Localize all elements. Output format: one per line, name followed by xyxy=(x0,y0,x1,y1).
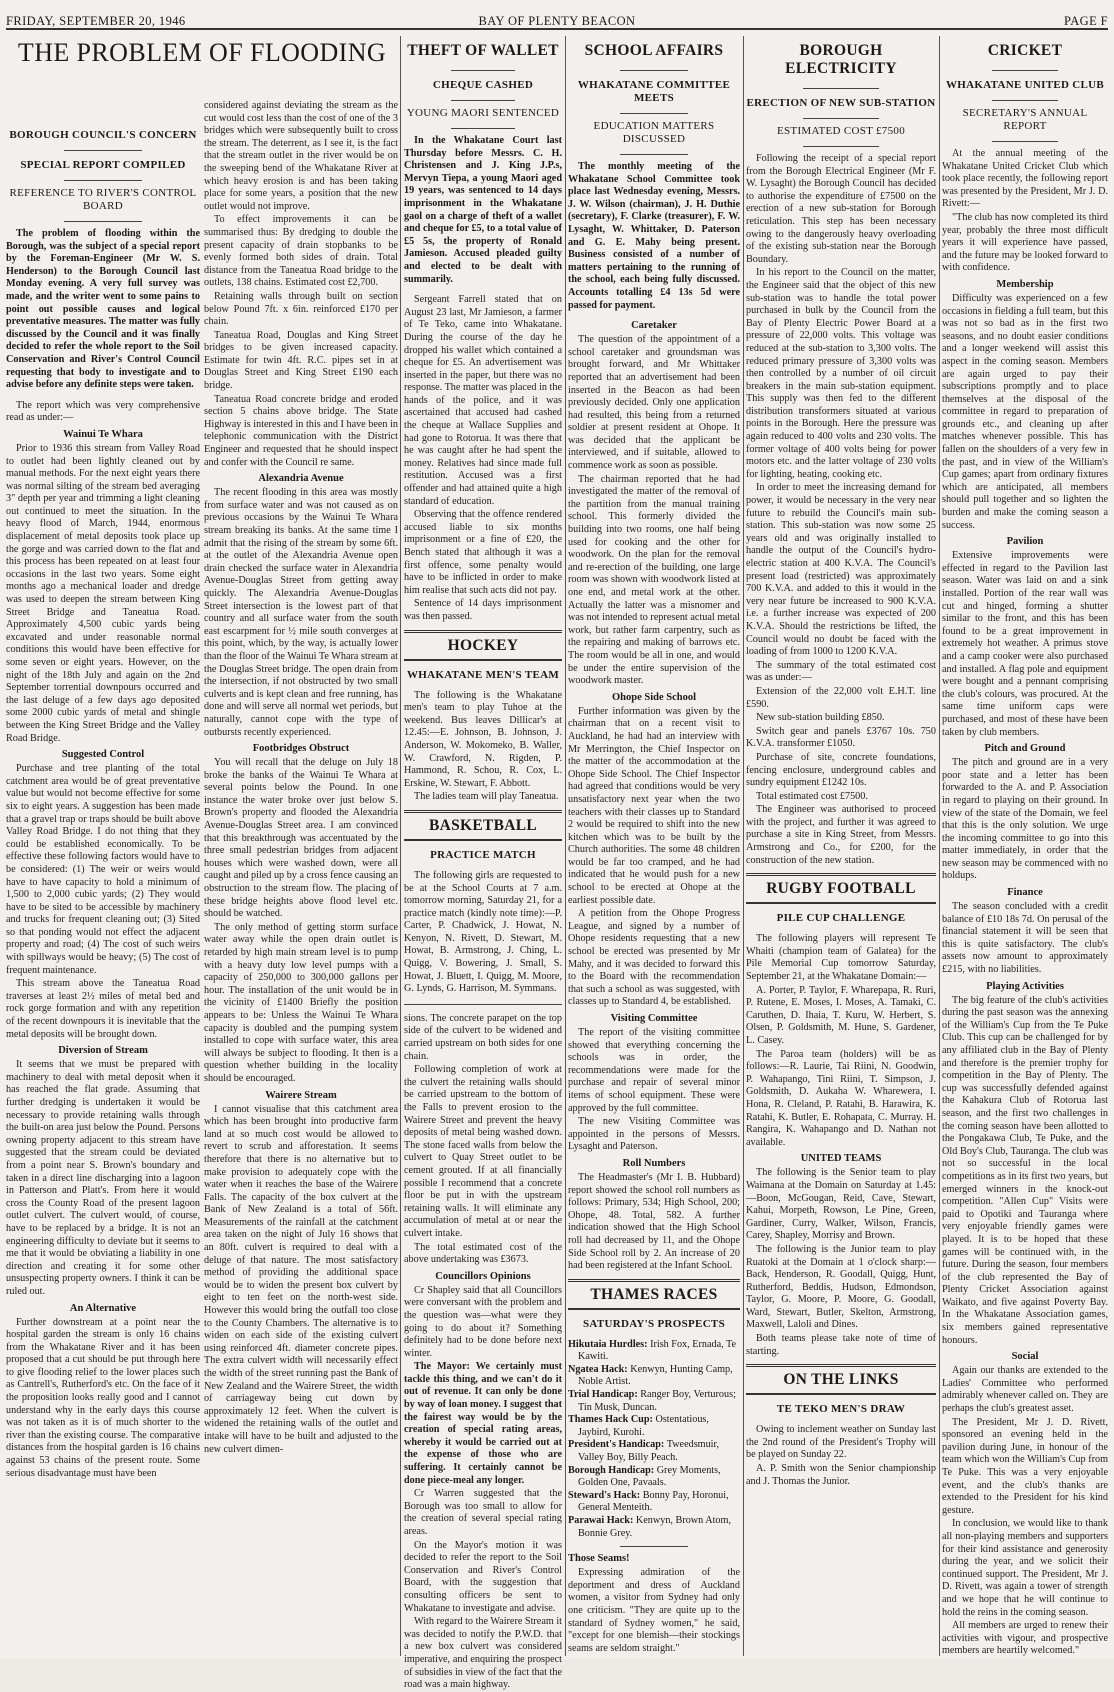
paragraph: The following is the Whakatane men's team to play Tuhoe at the weekend. Bus leaves Dillicar's at 12.45:—E. Johnson, B. Johnson, J. Anderson, W. Mokomeko, B. Waller, W. Crawford, N. Rigden, P. Hammond, R. Schou, R. Cox, L. Erskine, W. Stewart, F. Abbott. xyxy=(404,689,562,789)
divider xyxy=(451,128,514,129)
paragraph: A. P. Smith won the Senior championship and J. Thomas the Junior. xyxy=(746,1463,936,1487)
rugby-sub: PILE CUP CHALLENGE xyxy=(776,912,906,925)
flooding-article xyxy=(6,38,398,1658)
divider xyxy=(404,1004,562,1005)
column-rule xyxy=(743,36,744,1656)
borough-sub1: ERECTION OF NEW SUB-STATION xyxy=(746,97,936,109)
column-2 xyxy=(404,38,562,1691)
paragraph: The following is the Junior team to play Ruatoki at the Domain at 1 o'clock sharp:—Back, Henderson, R. Goodall, Quigg, Hunt, Rutherford, Beddis, Hudson, Edmondson, Taylor, G. Moore, P. Moore, G. Goodall, Ward, Stewart, Butler, Skelton, Armstrong, Maxwell, Laloli and Dines. xyxy=(746,1243,936,1331)
flooding-lead: The problem of flooding within the Borough, was the subject of a special report by the Foreman-Engineer (Mr W. S. Henderson) to the Borough Council last Monday evening. A very full survey was made, and the writer went to some pains to point out possible causes and logical preventative measures. The matter was fully discussed by the Council and it was finally decided to refer the whole report to the Soil Conservation and River's Control Council requesting that body to investigate and to advise before any definite steps were taken. xyxy=(6,228,200,391)
paragraph: Purchase and tree planting of the total catchment area would be of great preventative value but would not become effective for some six to eight years. A suggestion has been made that a gravel trap or traps should be built above Valley Road Bridge. I do not thing that they could be established economically. To be effective these following factors would have to be considered: (1) The weir or weirs would have to have capacity to hold a minimum of 1,500 to 2,000 cubic yards; (2) They would have to be sited to be accessible by machinery and trucks for frequent cleaning out; (3) Sited so that ponding would not effect the adjacent property and road; (4) The cost of such weirs with spillways would be heavy; (5) The cost of frequent maintenance. xyxy=(6,763,200,976)
paragraph: The new Visiting Committee was appointed in the persons of Messrs. Lysaght and Paterson. xyxy=(568,1116,740,1153)
column-rule xyxy=(939,36,940,1656)
divider xyxy=(620,113,689,114)
subhead: Alexandria Avenue xyxy=(258,473,344,485)
list-item: Hikutaia Hurdles: Irish Fox, Ernada, Te Kawiti. xyxy=(568,1338,737,1363)
paragraph: Again our thanks are extended to the Ladies' Committee who performed admirably whenever called on. They are perhaps the club's greatest asset. xyxy=(942,1365,1108,1415)
borough-sub2: ESTIMATED COST £7500 xyxy=(776,125,906,137)
issue-date: FRIDAY, SEPTEMBER 20, 1946 xyxy=(6,14,186,28)
subhead: Membership xyxy=(996,278,1054,290)
paragraph: The Mayor: We certainly must tackle this thing, and we can't do it out of revenue. It can only be done by way of loan money. I suggest that the fairest way would be by the creation of special rating areas, whereby it would be carried out at the expense of those who are suffering. It certainly cannot be done piece-meal any longer. xyxy=(404,1361,562,1486)
subhead: An Alternative xyxy=(69,1302,137,1314)
paragraph: The President, Mr J. D. Rivett, sponsored an evening held in the pavilion during June, in honour of the team which won the William's Cup from Te Puke. This was a very enjoyable event, and the club's thanks are extended to the President for his kind gesture. xyxy=(942,1416,1108,1516)
school-sub2: EDUCATION MATTERS DISCUSSED xyxy=(593,120,715,145)
paragraph: To effect improvements it can be summarised thus: By dredging to double the present capacity of drain stopbanks to be evenly formed both sides of drain. Total distance from the Taneatua Road bridge to the outlets, 138 chains. Estimated cost £2,700. xyxy=(204,214,398,289)
divider xyxy=(620,1546,689,1547)
column-rule xyxy=(400,36,401,1656)
paragraph: Sentence of 14 days imprisonment was then passed. xyxy=(404,598,562,622)
paragraph: It seems that we must be prepared with machinery to deal with metal deposit when it has reached the flat grade. Assuming that further dredging is undertaken it would be necessary to provide retaining walls through the built-on area just below the Pound. Persons owning property adjacent to this stream have suggested that the stream could be deviated from a point near S. Brown's boundary and taken in a direct line discharging into a lagoon in Patterson and Platt's. From here it would cross the County Road of the present lagoon outlet culvert. The culvert would, of course, have to be replaced by a bridge. It is not an engineering difficulty to deviate but it seems to me that it would be obviating a liability in one direction and creating it for some other unsuspecting property owners. I think it can be ruled out. xyxy=(6,1059,200,1297)
paragraph: The report which was very comprehensive read as under:— xyxy=(6,399,200,424)
cricket-sub2: SECRETARY'S ANNUAL REPORT xyxy=(962,107,1088,132)
basketball-header xyxy=(404,810,562,841)
paragraph: New sub-station building £850. xyxy=(756,712,885,724)
paragraph: Taneatua Road concrete bridge and eroded section 5 chains above bridge. The State Highway is interested in this and I have been in telephonic communication with the District Engineer and requested that he should inspect and confer with the Council re same. xyxy=(204,393,398,468)
column-4 xyxy=(746,38,936,1658)
flooding-sub2: SPECIAL REPORT COMPILED xyxy=(20,159,186,171)
paragraph: The pitch and ground are in a very poor state and a letter has been forwarded to the A. and P. Association in regard to playing on their ground. In view of the state of the Domain, we feel that this is the only solution. We urge the incoming committee to go into this matter immediately, in order that the new season may be commenced with no holdups. xyxy=(942,757,1108,882)
divider xyxy=(620,154,689,155)
divider xyxy=(64,150,142,151)
subhead: Diversion of Stream xyxy=(58,1045,148,1057)
paragraph: Extensive improvements were effected in regard to the Pavilion last season. Water was laid on and a sink installed. Portion of the rear wall was cut and hinged, forming a shutter similar to the front, and this has been found to be a great improvement in extremely hot weather. A primus stove and a camp cooker were also purchased and installed. A flag pole and equipment were bought and a pennant comprising the club's colours, was procured. At the same time uniform caps were purchased, and most of these have been taken by club members. xyxy=(942,550,1108,738)
links-sub: TE TEKO MEN'S DRAW xyxy=(776,1403,906,1416)
paragraph: This stream above the Taneatua Road traverses at least 2½ miles of metal bed and rock gorge formation and with any repetition of the recent downpours it is inevitable that the metal deposits will be brought down. xyxy=(6,978,200,1040)
subhead: Playing Activities xyxy=(986,980,1064,992)
paragraph: In order to meet the increasing demand for power, it would be necessary in the very near future to rebuild the Council's main sub-station. This sub-station was now some 25 years old and was originally installed to handle the output of the Council's hydro-electric station at 400 K.V.A. The Council's present load (restricted) was approximately 700 K.V.A. and added to this it would in the very near future be increased to 900 K.V.A. i.e. a further increase was expected of 200 K.V.A. Should the restrictions be lifted, the Council would no doubt be faced with the loading of from 1000 to 1200 K.V.A. xyxy=(746,482,936,658)
subhead: Wainui Te Whara xyxy=(63,428,143,440)
subhead: Those Seams! xyxy=(568,1553,630,1565)
list-item: Thames Hack Cup: Ostentatious, Jaybird, Kurohi. xyxy=(568,1414,709,1438)
paragraph: The following girls are requested to be at the School Courts at 7 a.m. tomorrow morning, Saturday 21, for a practice match (kindly note time):—P. Carter, P. Chadwick, J. Howat, N. Kenyon, N. Rivett, D. Stewart, M. Howat, B. Armstrong, J. Ching, L. Quigg, V. Bowering, J. Small, S. Howat, J. Bluett, I. Quigg, M. Moore, G. Lynds, G. Harrison, M. Symmans. xyxy=(404,869,562,995)
borough-headline: BOROUGH ELECTRICITY xyxy=(785,42,897,77)
paragraph: considered against deviating the stream as the cut would cost less than the cost of one of the 3 bridges which were subsequently built to cross the stream. The deterrent, as I see it, is the fact that the stream outlet in the river would be on the sweeping bend of the Whakatane River at which heavy erosion is and has been taking place for some years, a position that the new outlet would not improve. xyxy=(204,100,398,212)
paragraph: Extension of the 22,000 volt E.H.T. line £590. xyxy=(746,685,936,710)
hockey-headline: HOCKEY xyxy=(447,636,519,654)
paragraph: Further downstream at a point near the hospital garden the stream is only 16 chains from the Whakatane River and it has been proposed that a cut should be put through here to give flooding relief to the lower places such as Cantrell's, Rutherford's etc. On the face of it the proposition looks really good and I cannot understand why in the early days this course was not taken as it is of much shorter to the river than the existing course. The comparative distances from the hospital garden is 16 chains against 53 chains of the present route. Some serious disadvantage must have been xyxy=(6,1316,200,1479)
paragraph: Cr Warren suggested that the Borough was too small to allow for the creation of several special rating areas. xyxy=(404,1488,562,1537)
subhead: Wairere Stream xyxy=(265,1089,337,1101)
paragraph: Switch gear and panels £3767 10s. 750 K.V.A. transformer £1050. xyxy=(746,725,936,750)
paragraph: A. Porter, P. Taylor, F. Wharepapa, R. Ruri, P. Rutene, E. Moses, I. Moses, A. Tamaki, C. Caruthen, D. Ihaia, T. Kuru, W. Herbert, S. Olsen, P. Goldsmith, M. Hune, S. Gardener, L. Casey. xyxy=(746,984,936,1046)
paragraph: The summary of the total estimated cost was as under:— xyxy=(746,659,936,684)
basketball-sub: PRACTICE MATCH xyxy=(430,848,536,861)
divider xyxy=(803,146,879,147)
list-item: President's Handicap: Tweedsmuir, Valley Boy, Billy Peach. xyxy=(568,1439,720,1464)
flooding-sub1: BOROUGH COUNCIL'S CONCERN xyxy=(9,129,197,141)
paragraph: Further information was given by the chairman that on a recent visit to Auckland, he had had an interview with Mr Merrington, the Chief Inspector on the matter of the accommodation at the Ohope Side School. The Chief Inspector had agreed that conditions would be very unsatisfactory next year when the two teachers with their classes up to Standard 2 would be required to shift into the new kitchen which was to be built by the Church authorities. The some 48 children would be far too cramped, and he had indicated that he would push for a new school to be erected at Ohope at the earliest possible date. xyxy=(568,705,740,906)
paragraph: Purchase of site, concrete foundations, fencing enclosure, underground cables and sundry equipment £1242 10s. xyxy=(746,751,936,789)
paragraph: The total estimated cost of the above undertaking was £3673. xyxy=(404,1241,562,1266)
column-5 xyxy=(942,38,1108,1658)
paragraph: The Engineer was authorised to proceed with the project, and further it was agreed to purchase a site in King Street, from Messrs. Armstrong and Co., for £200, for the construction of the new station. xyxy=(746,804,936,866)
subhead: Social xyxy=(1011,1351,1039,1363)
paragraph: Prior to 1936 this stream from Valley Road to outlet had been lightly cleaned out by manual methods. For the next eight years there was normal silting of the stream bed averaging 3" depth per year and trimming a light cleaning out continued to meet the situation. In the heavy flood of March, 1944, enormous displacement of metal deposits took place up the gorge and was carried down to the flat and this process has been repeated on at least four occasions in the last two years. Some eight months ago a mechanical loader and dredge was used to deepen the stream between King Street Bridge and Taneatua Road. Approximately 4,500 cubic yards being excavated and under reasonable normal conditions this would have been effective for some seven or eight years. However, on the night of the 18th July and again on the 2nd September torrential downpours occurred and the last deluge of a few days ago deposited some 2000 cubic yards of metal and shingle between the King Street Bridge and the Valley Road Bridge. xyxy=(6,442,200,744)
divider xyxy=(451,70,514,71)
divider xyxy=(451,100,514,101)
list-item: Steward's Hack: Bonny Pay, Horonui, General Menteith. xyxy=(568,1489,729,1514)
paragraph: The season concluded with a credit balance of £10 18s 7d. On perusal of the financial statement it will be seen that this is quite satisfactory. The club's assets now amount to approximately £215, with no liabilities. xyxy=(942,901,1108,976)
divider xyxy=(992,141,1058,142)
paragraph: The question of the appointment of a school caretaker and groundsman was brought forward, and Mr Whittaker reported that an advertisement had been inserted in the Beacon as had been previously decided. Only one application had resulted, this being from a returned soldier at present resident at Ohope. It was decided that the applicant be interviewed, and if suitable, allowed to commence work as soon as possible. xyxy=(568,334,740,472)
paragraph: Retaining walls through built on section below Pound 7ft. x 6in. reinforced £170 per chain. xyxy=(204,290,398,328)
paragraph: You will recall that the deluge on July 18 broke the banks of the Wainui Te Whara at several points below the Pound. In one instance the water broke over just below S. Brown's property and flooded the Alexandria Avenue-Douglas Street area. I am convinced that this breakthrough was accentuated by the three small pedestrian bridges from adjacent houses which were washed down, were all caught and piled up by a cross fence causing an obstruction to the stream flow. The placing of these bridge heights above flood level etc. should be watched. xyxy=(204,757,398,920)
paragraph: The following is the Senior team to play Waimana at the Domain on Saturday at 1.45:—Boon, McGougan, Reid, Cave, Stewart, Kahui, Morpeth, Rowson, Le Pine, Green, Gardiner, Curry, Walker, Wilson, Francis, Carey, Shapley, Morrisy and Brown. xyxy=(746,1167,936,1242)
wallet-sub2: YOUNG MAORI SENTENCED xyxy=(406,107,560,119)
divider xyxy=(803,118,879,119)
wallet-sub1: CHEQUE CASHED xyxy=(432,79,534,91)
paragraph: Sergeant Farrell stated that on August 23 last, Mr Jamieson, a farmer of Te Teko, came into Whakatane. During the course of the day he dropped his wallet which contained a cheque for £5. An advertisement was inserted in the paper, but there was no response. The matter was placed in the hands of the police, and it was ascertained that accused had cashed the cheque at Wallace Supplies and had gone to Rotorua. It was there that he was caught after he had spent the money. Relatives had since made full restitution. Accused was a first offender and had attained quite a high standard of education. xyxy=(404,294,562,507)
rugby-header xyxy=(746,873,936,904)
rugby-headline: RUGBY FOOTBALL xyxy=(766,880,916,898)
hockey-sub: WHAKATANE MEN'S TEAM xyxy=(406,668,560,681)
paragraph: Taneatua Road, Douglas and King Street bridges to be given increased capacity. Estimate for twin 4ft. R.C. pipes set in at Douglas Street and King Street £190 each bridge. xyxy=(204,329,398,392)
subhead: Suggested Control xyxy=(61,749,145,761)
thames-sub: SATURDAY'S PROSPECTS xyxy=(582,1317,725,1330)
paragraph: With regard to the Wairere Stream it was decided to notify the P.W.D. that a new box culvert was considered imperative, and enquiring the prospect of subsidies in view of the fact that the road was a main highway. xyxy=(404,1616,562,1691)
list-item: Parawai Hack: Kenwyn, Brown Atom, Bonnie Grey. xyxy=(568,1515,731,1539)
paragraph: The only method of getting storm surface water away while the open drain outlet is retarded by high main stream level is to pump with a heavy duty low level pumps with a capacity of 250,000 to 300,000 gallons per hour. The installation of the unit would be in the vicinity of £1400 Briefly the position appears to be: Unless the Wainui Te Whara capacity is doubled and the pumping system installed to cope with surface water, this area will always be subject to flooding. It then is a question whether building in the locality should be encouraged. xyxy=(204,921,398,1084)
paragraph: Following the receipt of a special report from the Borough Electrical Engineer (Mr F. W. Lysaght) the Borough Council has decided to authorise the expenditure of £7500 on the erection of a new sub-station for Borough reticulation. This step has been necessary owing to the dangerously heavy overloading of the existing sub-station near the Borough Boundary. xyxy=(746,153,936,265)
paragraph: The Headmaster's (Mr I. B. Hubbard) report showed the school roll numbers as follows: Primary, 534; High School, 200; Ohope, 48. Total, 582. A further indication showed that the High School roll had decreased by 11, and the Ohope Side School roll by 2. An increase of 20 had been registered at the Infant School. xyxy=(568,1171,740,1272)
paragraph: Owing to inclement weather on Sunday last the 2nd round of the President's Trophy will be played on Sunday 22. xyxy=(746,1424,936,1461)
paragraph: Observing that the offence rendered accused liable to six months imprisonment or a fine of £20, the Bench stated that although it was a first offence, some penalty would have to be inflicted in order to make him realise that such acts did not pay. xyxy=(404,509,562,596)
paragraph: The Paroa team (holders) will be as follows:—R. Laurie, Tai Riini, N. Goodwin, P. Wahapango, Tini Riini, T. Simpson, J. Goldsmith, D. Aukaha W. Wharewera, I. Hona, R. Cleland, P. Ratahi, B. Harawira, K. Ratahi, K. Butler, E. Rohapata, C. Murray. H. Rangira, K. Wahapango and D. Nathan not available. xyxy=(746,1048,936,1148)
column-rule xyxy=(565,36,566,1656)
paragraph: The ladies team will play Taneatua. xyxy=(414,791,559,803)
column-3 xyxy=(568,38,740,1658)
paragraph: The following players will represent Te Whaiti (champion team of Galatea) for the Pile Memorial Cup tomorrow Saturday, September 21, at the Whakatane Domain:— xyxy=(746,933,936,983)
paragraph: "The club has now completed its third year, probably the three most difficult years it will experience have passed, and the future may be looked forward to with confidence. xyxy=(942,211,1108,274)
list-item: Ngatea Hack: Kenwyn, Hunting Camp, Noble Artist. xyxy=(568,1363,733,1388)
subhead: Pitch and Ground xyxy=(984,743,1066,755)
flooding-headline: THE PROBLEM OF FLOODING xyxy=(17,38,387,67)
paragraph: Total estimated cost £7500. xyxy=(756,790,868,802)
flooding-col-b xyxy=(204,100,398,1457)
wallet-lead: In the Whakatane Court last Thursday before Messrs. C. H. Christensen and J. King J.P.s, Mervyn Tiepa, a young Maori aged 19 years, was sentenced to 14 days imprisonment in the Whakatane gaol on a charge of theft of a wallet and cheque for £5, to a total value of £5 5s, the property of Ronald Jamieson. Accused pleaded guilty and elected to be dealt with summarily. xyxy=(404,135,562,285)
paragraph: At the annual meeting of the Whakatane United Cricket Club which took place recently, the following report was presented by the President, Mr J. D. Rivett:— xyxy=(942,148,1108,210)
paragraph: Cr Shapley said that all Councillors were conversant with the problem and the question was—what were they going to do about it? Something definitely had to be done before next winter. xyxy=(404,1284,562,1359)
paragraph: The chairman reported that he had investigated the matter of the removal of the partition from the manual training school. This formerly divided the building into two rooms, one half being used for cooking and the other for woodwork. On the plan for the removal and re-erection of the building, one large room was shown with woodwork listed at one end, and metal work at the other. Actually the latter was a misnomer and was not intended to represent actual metal work, but rather farm carpentry, such as the repairing and making of barrows etc. The room would be all in one, and would be under the entire supervision of the woodwork master. xyxy=(568,473,740,687)
links-headline: ON THE LINKS xyxy=(783,1371,899,1389)
list-item: Trial Handicap: Ranger Boy, Verturous; Tin Musk, Duncan. xyxy=(568,1389,736,1413)
paragraph: In conclusion, we would like to thank all non-playing members and supporters for their kind assistance and generosity during the year, and we solicit their continued support. The President, Mr J. D. Rivett, was again a tower of strength and we hope that he will continue to hold the reins in the coming season. xyxy=(942,1518,1108,1618)
thames-headline: THAMES RACES xyxy=(590,1285,718,1303)
hockey-header xyxy=(404,630,562,661)
race-list xyxy=(568,1339,740,1541)
divider xyxy=(64,221,142,222)
subhead: Footbridges Obstruct xyxy=(252,743,350,755)
cricket-headline: CRICKET xyxy=(987,42,1063,59)
subhead: Finance xyxy=(1007,887,1043,899)
subhead: Pavilion xyxy=(1006,536,1044,548)
subhead: Ohope Side School xyxy=(611,691,697,703)
paragraph: The big feature of the club's activities during the past season was the annexing of the William's Cup from the Te Puke Club. This cup can be challenged for by any affiliated club in the Bay of Plenty and therefore is the premier trophy for competition in the Bay of Plenty. The cup was successfully defended against the Kahakura Club of Rotorua last season, and the first two challenges in the coming season have been allotted to the Pongakawa Club, Te Puke, and the Old Boy's Club, Tauranga. The club was not so successful in the local competitions as in its first two years, but emerged winners in the knock-out competition. "Allen Cup" Visits were paid to Opotiki and Tauranga where very enjoyable friendly games were played. It is to be hoped that these games will be continued with, in the future. During the season, four members of the club represented the Bay of Plenty Cricket Association against Waikato, and five against Poverty Bay. In the Whakatane Association games, six members gained representative honours. xyxy=(942,994,1108,1346)
masthead xyxy=(6,14,1108,30)
paragraph: sions. The concrete parapet on the top side of the culvert to be widened and carried upstream on both sides for one chain. xyxy=(404,1012,562,1062)
subhead: Councillors Opinions xyxy=(435,1270,531,1282)
divider xyxy=(620,70,689,71)
subhead: Caretaker xyxy=(631,320,677,332)
paragraph: A petition from the Ohope Progress League, and signed by a number of Ohope residents requesting that a new school be erected was presented by Mr Mahy, and it was decided to forward this to the Board with the recommendation that such a school as was suggested, with classes up to Standard 4, be established. xyxy=(568,908,740,1008)
wallet-headline: THEFT OF WALLET xyxy=(407,42,559,59)
paragraph: Following completion of work at the culvert the retaining walls should be carried upstream to the bottom of the Falls to prevent erosion to the Wairere Street and prevent the heavy deposits of metal being washed down. The stone faced walls from below the culvert to Quay Street outlet to be cement grouted. If at all financially possible I recommend that a concrete floor be put in with the upstream retaining walls. It will eliminate any accumulation of metal at or near the culvert intake. xyxy=(404,1064,562,1239)
school-sub1: WHAKATANE COMMITTEE MEETS xyxy=(577,79,731,104)
paragraph: The recent flooding in this area was mostly from surface water and was not caused as on previous occasions by the Wainui Te Whara stream breaking its banks. At the same time I admit that the rising of the stream by some 6ft. at the outlet of the Alexandria Avenue open drain checked the surface water in Alexandria Avenue-Douglas Street from getting away quickly. The Alexandria Avenue-Douglas Street intersection is the lowest part of that country and all surface water from the south east escarpment for ½ mile south converges at this point, which, by the way, is actually lower than the floor of the Wainui Te Whara stream at the Douglas Street bridge. The open drain from the intersection, if not obstructed by two small culverts and is kept clean and free running, has done and will serve all normal wet periods, but naturally, cannot cope with the type of outbursts recently experienced. xyxy=(204,487,398,738)
paragraph: On the Mayor's motion it was decided to refer the report to the Soil Conservation and River's Control Board, with the suggestion that consulting officers be sent to Whakatane to investigate and advise. xyxy=(404,1539,562,1614)
divider xyxy=(992,70,1058,71)
basketball-headline: BASKETBALL xyxy=(428,816,538,834)
cricket-sub1: WHAKATANE UNITED CLUB xyxy=(945,79,1105,91)
divider xyxy=(803,88,879,89)
school-headline: SCHOOL AFFAIRS xyxy=(584,42,724,59)
paragraph: All members are urged to renew their activities with vigour, and prospective members are heartily welcomed." xyxy=(942,1620,1108,1657)
subhead: Roll Numbers xyxy=(622,1157,686,1169)
flooding-sub3: REFERENCE TO RIVER'S CONTROL BOARD xyxy=(9,187,197,212)
thames-header xyxy=(568,1279,740,1310)
subhead: UNITED TEAMS xyxy=(800,1153,882,1165)
subhead: Visiting Committee xyxy=(610,1013,698,1024)
paragraph: Difficulty was experienced on a few occasions in fielding a full team, but this was not so bad as in the first two seasons, and no doubt easier conditions and a longer weekend will assist this aspect in the coming season. Members are again urged to pay their subscriptions promptly and to place themselves at the disposal of the committee in regard to preparation of grounds etc., and cleaning up after matches whenever possible. This has fallen on the shoulders of a very few in the past, and in view of the William's Cup games; apart from ordinary fixtures which are anticipated, all members should pull together and so lighten the burden and make the coming season a success. xyxy=(942,292,1108,531)
paragraph: Both teams please take note of time of starting. xyxy=(746,1333,936,1357)
links-header xyxy=(746,1364,936,1395)
flooding-col-a xyxy=(6,121,200,1481)
page-number: PAGE F xyxy=(1064,14,1108,28)
paper-name: BAY OF PLENTY BEACON xyxy=(478,14,636,28)
divider xyxy=(992,100,1058,101)
paragraph: I cannot visualise that this catchment area which has been brought into productive farm land at so much cost would be allowed to revert to scrub and afforestation. It seems therefore that there is no alternative but to make provision to adequately cope with the water when it reaches the base of the Wairere Falls. The capacity of the box culvert at the Bank of New Zealand is a total of 56ft. Measurements of the rainfall at the catchment area taken on the night of July 16 shows that an 80ft. culvert is required to deal with a deluge of that nature. The most satisfactory method of providing the additional space would be to widen the present box culvert by eight to ten feet on the north-west side. However this would bring the outfall too close to the County Chambers. The alternative is to widen on each side of the existing culvert using reinforced 4ft. diameter concrete pipes. The extra culvert width will necessarily effect the width of the street running past the Bank of New Zealand and the Wairere Street, the width of carriageway being cut down by approximately 12 feet. When the culvert is widened the retaining walls of the outlet and intake will have to be built and adjusted to the new culvert dimen- xyxy=(204,1103,398,1455)
divider xyxy=(64,180,142,181)
list-item: Borough Handicap: Grey Moments, Golden One, Pavaals. xyxy=(568,1464,721,1489)
paragraph: Expressing admiration of the deportment and dress of Auckland women, a visitor from Sydney had only one criticism. "They are quite up to the standard of Sydney women," he said, "except for one blemish—their stockings seams are seldom straight." xyxy=(568,1567,740,1654)
paragraph: In his report to the Council on the matter, the Engineer said that the object of this new sub-station was to handle the total power purchased in bulk by the Council from the Bay of Plenty Electric Power Board at a pressure of 22,000 volts. This voltage was reduced at the sub-station to 3,300 volts. The reduced primary pressure of 3,300 volts was then controlled by a number of oil circuit breakers in the main sub-station equipment. This supply was then fed to the different distribution transformers situated at various points in the Borough. Here the pressure was again reduced to 400 volts and 230 volts. The former voltage of 400 volts being for power motors etc. and the latter voltage of 230 volts for lighting, heating, cooking etc. xyxy=(746,267,936,480)
paragraph: The report of the visiting committee showed that everything concerning the schools was in order, the recommendations were made for the purchase and repair of several minor items of school equipment. These were approved by the full committee. xyxy=(568,1027,740,1114)
school-lead: The monthly meeting of the Whakatane School Committee took place last Wednesday evening, Messrs. J. W. Wilson (chairman), J. H. Duthie (secretary), F. Clarke (treasurer), F. W. Lysaght, W. Whittaker, D. Paterson and G. E. Mahy being present. Business consisted of a number of matters pertaining to the running of the school, each being fully discussed. Accounts totalling £4 13s 5d were passed for payment. xyxy=(568,161,740,311)
